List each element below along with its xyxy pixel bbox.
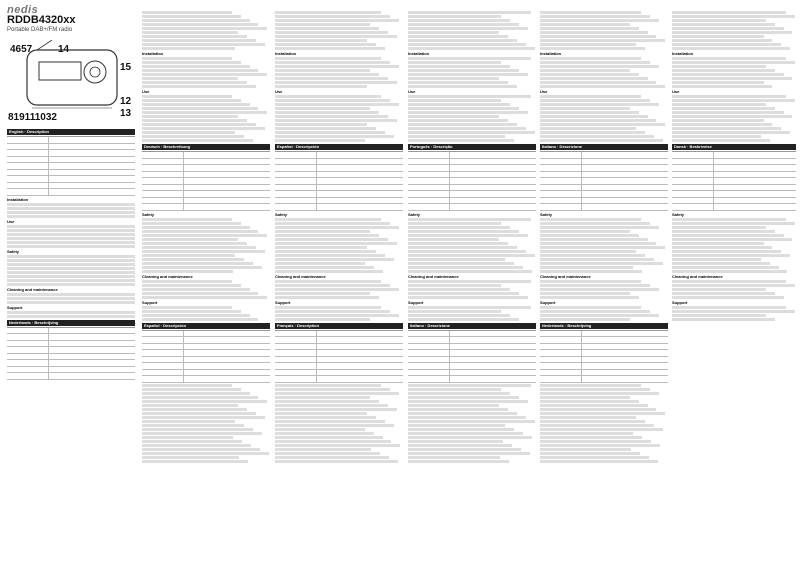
section-cleaning-title: Cleaning and maintenance (540, 273, 591, 279)
section-install-title: Installation (408, 51, 430, 56)
column-de (142, 10, 270, 558)
parts-table (672, 151, 796, 211)
section-header: Italiano · Descrizione (540, 144, 668, 150)
parts-table (540, 151, 668, 211)
parts-table (275, 330, 403, 383)
parts-table (275, 151, 403, 211)
part-number-e: 13 (120, 108, 132, 119)
section-header: Français · Description (275, 323, 403, 329)
section-header: Deutsch · Beschreibung (142, 144, 270, 150)
column-pt (408, 10, 536, 558)
column-english (7, 127, 135, 559)
section-header: Português · Descrição (408, 144, 536, 150)
section-header: Nederlands · Beschrijving (540, 323, 668, 329)
section-use-title: Use (408, 89, 416, 94)
parts-table (142, 330, 270, 383)
section-safety-title: Safety (540, 211, 553, 217)
section-header: Nederlands · Beschrijving (7, 320, 135, 326)
section-use-title: Use (7, 218, 15, 224)
section-install-title: Installation (672, 51, 694, 56)
part-number-f: 819111032 (8, 112, 57, 123)
section-header: English · Description (7, 129, 135, 135)
parts-table (540, 330, 668, 383)
brand-logo: nedis (7, 4, 39, 16)
column-es (275, 10, 403, 558)
column-da (672, 10, 796, 558)
section-header: Dansk · Beskrivelse (672, 144, 796, 150)
section-support-title: Support (672, 299, 688, 305)
part-number-b: 14 (58, 44, 70, 55)
section-install-title: Installation (142, 51, 164, 56)
section-cleaning-title: Cleaning and maintenance (275, 273, 326, 279)
section-header: Español · Descripción (275, 144, 403, 150)
section-safety-title: Safety (142, 211, 155, 217)
section-header: Español · Descripción (142, 323, 270, 329)
column-it (540, 10, 668, 558)
section-support-title: Support (540, 299, 556, 305)
model-number: RDDB4320xx (7, 14, 76, 26)
section-safety-title: Safety (408, 211, 421, 217)
part-number-c: 15 (120, 62, 132, 73)
parts-table (408, 330, 536, 383)
product-subtitle: Portable DAB+/FM radio (7, 27, 73, 33)
section-support-title: Support (408, 299, 424, 305)
section-cleaning-title: Cleaning and maintenance (7, 286, 58, 292)
section-support-title: Support (7, 304, 23, 310)
section-cleaning-title: Cleaning and maintenance (408, 273, 459, 279)
section-safety-title: Safety (7, 248, 20, 254)
section-safety-title: Safety (275, 211, 288, 217)
parts-table (7, 327, 135, 380)
parts-table (408, 151, 536, 211)
section-safety-title: Safety (672, 211, 685, 217)
part-number-d: 12 (120, 96, 132, 107)
section-install-title: Installation (540, 51, 562, 56)
section-use-title: Use (142, 89, 150, 94)
section-use-title: Use (672, 89, 680, 94)
part-number-a: 4657 (10, 44, 33, 55)
parts-table (142, 151, 270, 211)
section-use-title: Use (540, 89, 548, 94)
section-support-title: Support (275, 299, 291, 305)
parts-table (7, 136, 135, 196)
section-use-title: Use (275, 89, 283, 94)
section-cleaning-title: Cleaning and maintenance (672, 273, 723, 279)
section-install-title: Installation (7, 196, 29, 202)
section-header: Italiano · Descrizione (408, 323, 536, 329)
section-support-title: Support (142, 299, 158, 305)
section-install-title: Installation (275, 51, 297, 56)
section-cleaning-title: Cleaning and maintenance (142, 273, 193, 279)
